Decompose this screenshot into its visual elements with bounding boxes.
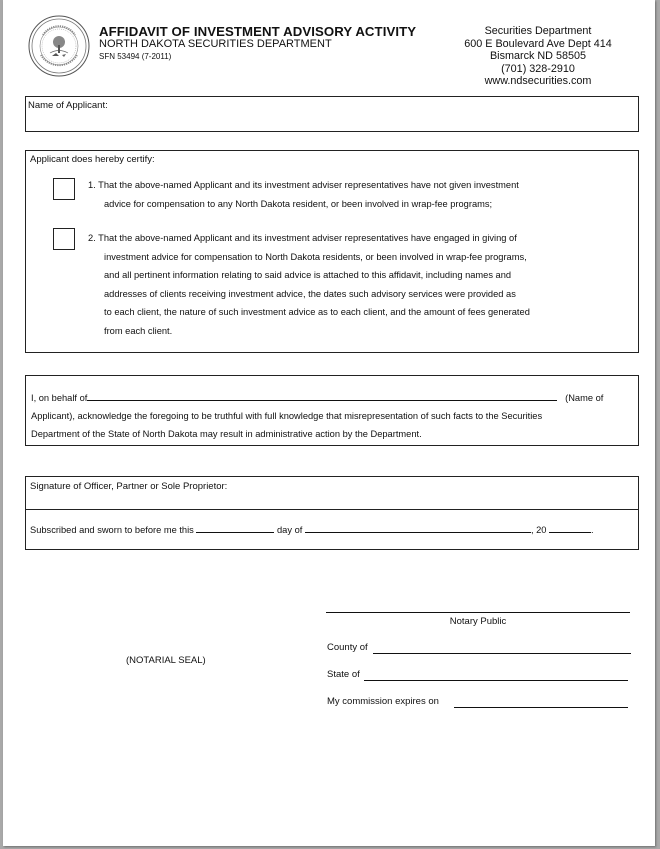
- option-1-checkbox[interactable]: [53, 178, 75, 200]
- option-2-text: [88, 229, 530, 340]
- option-1-line-2: advice for compensation to any North Dakota resident, or been involved in wrap-fee programs;: [104, 198, 493, 209]
- option-2-checkbox[interactable]: [53, 228, 75, 250]
- address-website: www.ndsecurities.com: [484, 75, 592, 88]
- signature-field[interactable]: [26, 477, 638, 509]
- commission-label: My commission expires on: [327, 696, 439, 707]
- sworn-statement: [30, 521, 594, 539]
- acknowledgement-line-2: Applicant), acknowledge the foregoing to be truthful with full knowledge that misrepresentation of such facts to the Securities: [31, 411, 543, 421]
- acknowledgement-line-3: Department of the State of North Dakota may result in administrative action by the Department.: [31, 429, 422, 439]
- applicant-name-label: Name of Applicant:: [28, 100, 108, 111]
- department-address: [433, 25, 643, 88]
- certify-heading: Applicant does hereby certify:: [30, 154, 155, 165]
- county-label: County of: [327, 642, 368, 653]
- on-behalf-of-field[interactable]: [87, 390, 557, 401]
- name-of-label: (Name of: [565, 393, 604, 403]
- acknowledgement-line-1: [31, 389, 603, 407]
- applicant-name-field[interactable]: [25, 96, 639, 132]
- option-2-line-3: and all pertinent information relating to said advice is attached to this affidavit, including names and: [104, 270, 512, 280]
- form-title: AFFIDAVIT OF INVESTMENT ADVISORY ACTIVITY: [99, 24, 417, 39]
- state-label: State of: [327, 669, 360, 680]
- option-2-line-5: to each client, the nature of such investment advice as to each client, and the amount of fees generated: [104, 307, 530, 317]
- option-2-line-6: from each client.: [104, 325, 173, 336]
- state-field[interactable]: [364, 680, 628, 681]
- sworn-prefix: Subscribed and sworn to before me this: [30, 525, 194, 535]
- address-line-2: 600 E Boulevard Ave Dept 414: [464, 37, 612, 50]
- state-seal-icon: [28, 15, 90, 77]
- signature-label: Signature of Officer, Partner or Sole Proprietor:: [30, 481, 228, 492]
- year-prefix: , 20: [530, 525, 547, 535]
- notary-signature-line[interactable]: [326, 612, 630, 613]
- certify-section: [25, 150, 639, 353]
- acknowledgement-section: [25, 375, 639, 446]
- document-page: [3, 0, 655, 846]
- option-1-line-1: 1. That the above-named Applicant and its investment adviser representatives have not given investment: [88, 180, 519, 190]
- signature-section: [25, 476, 639, 550]
- notarial-seal-label: (NOTARIAL SEAL): [126, 655, 206, 666]
- county-field[interactable]: [373, 653, 631, 654]
- month-field[interactable]: [305, 522, 531, 533]
- day-field[interactable]: [196, 522, 274, 533]
- department-name: NORTH DAKOTA SECURITIES DEPARTMENT: [99, 38, 332, 50]
- address-line-3: Bismarck ND 58505: [489, 50, 586, 63]
- form-number: SFN 53494 (7-2011): [99, 52, 172, 61]
- commission-expires-field[interactable]: [454, 707, 628, 708]
- signature-divider: [26, 509, 638, 510]
- day-of-label: day of: [277, 525, 303, 535]
- address-line-1: Securities Department: [484, 25, 592, 37]
- year-field[interactable]: [549, 522, 591, 533]
- address-phone: (701) 328-2910: [501, 62, 575, 75]
- option-2-line-4: addresses of clients receiving investment advice, the dates such advisory services were provided as: [104, 288, 516, 299]
- period: .: [591, 525, 594, 535]
- option-2-line-1: 2. That the above-named Applicant and its investment adviser representatives have engaged in giving of: [88, 233, 517, 243]
- option-2-line-2: investment advice for compensation to North Dakota residents, or been involved in wrap-fee programs,: [104, 251, 527, 262]
- option-1-text: [88, 176, 519, 213]
- on-behalf-label: I, on behalf of: [31, 393, 88, 403]
- notary-public-label: Notary Public: [449, 616, 507, 627]
